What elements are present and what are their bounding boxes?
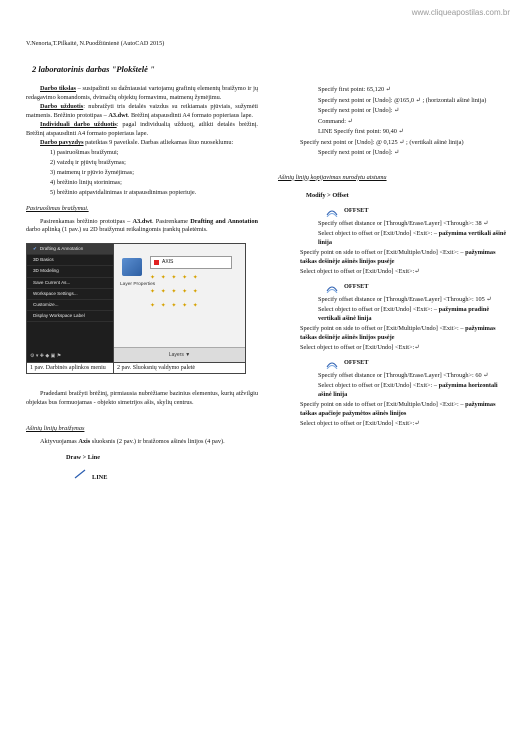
- caption-2: 2 pav. Sluoksnių valdymo paletė: [117, 364, 196, 371]
- paragraph-preparation: Pasirenkamas brėžinio prototipas – A3.dwt. Pasirenkame Drafting and Annotation darbo aplinką (1 pav.) su 2D braižymui reikalingomis įrankių paletėmis.: [26, 217, 259, 234]
- command-line: Select object to offset or [Exit/Undo] <Exit>: – pažymima pradinė vertikali ašinė linija: [318, 306, 490, 322]
- menu-item-3d-modeling[interactable]: 3D Modeling: [27, 266, 113, 277]
- list-item: 5) brėžinio apipavidalinimas ir atspausdinimas popieriuje.: [50, 188, 197, 196]
- paragraph-individual: Individuali darbo užduotis: pagal individualią užduotį, atlikti detalės brėžinį. Brėžinį atspausdinti A4 formato popieriaus lape.: [26, 121, 258, 137]
- list-item: 4) brėžinio linijų storinimas;: [50, 178, 122, 186]
- figure-screenshots: [26, 243, 246, 363]
- command-line: Specify point on side to offset or [Exit/Multiple/Undo] <Exit>: – pažymimas taškas apačioje pažymėtos ašinės linijos: [300, 401, 496, 417]
- paragraph-goal: Darbo tikslas – susipažinti su dažniausiai vartojamų grafinių elementų braižymo ir jų redagavimo komandomis, dvimačių objektų formavimu, matmenų žymėjimu.: [26, 85, 258, 101]
- offset-heading-1: OFFSET: [326, 207, 508, 217]
- command-line: LINE Specify first point: 90,40 ↵: [318, 128, 404, 135]
- command-line: Specify next point or [Undo]: ↵: [318, 107, 400, 114]
- line-icon: [74, 469, 86, 479]
- workspace-menu: [27, 244, 113, 362]
- offset-heading-3: OFFSET: [326, 359, 508, 369]
- layer-properties-icon[interactable]: [122, 258, 142, 276]
- list-item: 3) matmenų ir pjūvio žymėjimas;: [50, 168, 134, 176]
- list-item: 1) pasiruošimas braižymui;: [50, 148, 119, 156]
- offset-heading-2: OFFSET: [326, 283, 508, 293]
- paragraph-axis: Aktyvuojamas Axis sluoksnis (2 pav.) ir braižomos ašinės linijos (4 pav).: [40, 437, 225, 445]
- paragraph-task: Darbo užduotis: nubraižyti tris detalės vaizdus su reikiamais pjūviais, sužymėti matmenis. Brėžinio prototipas – A3.dwt. Brėžinį atspausdinti A4 formato popieriaus lape.: [26, 103, 258, 119]
- command-line: Select object to offset or [Exit/Undo] <Exit>:↵: [300, 344, 420, 351]
- page-title: 2 laboratorinis darbas "Plokštelė ": [32, 64, 155, 74]
- paragraph-after-figure: Pradedami braižyti brėžinį, pirmiausia nubrėžiame bazinius elementus, kurių atžvilgiu objektas bus formuojamas - objekto simetrijos ašis, skylių centrus.: [26, 390, 258, 406]
- check-icon: ✔: [33, 245, 37, 251]
- command-line: Select object to offset or [Exit/Undo] <Exit>: – pažymima horizontali ašinė linija: [318, 382, 498, 398]
- section-heading-axis: Ašinių linijų braižymas: [26, 425, 85, 433]
- command-line: Command: ↵: [318, 117, 353, 125]
- watermark: www.cliqueapostilas.com.br: [411, 8, 510, 17]
- section-heading-offset: Ašinių linijų kopijavimas nurodytu atstumu: [278, 173, 387, 181]
- menu-item-3d-basics[interactable]: 3D Basics: [27, 255, 113, 266]
- draw-line-menu: [66, 454, 258, 482]
- figure-captions: [26, 363, 246, 374]
- modify-offset-path: Modify > Offset: [306, 192, 349, 199]
- steps-list: [50, 149, 258, 198]
- page-header: V.Nenorta,T.Pilkaitė, N.Puodžiūnienė (AutoCAD 2015): [26, 40, 165, 47]
- menu-item-display-label[interactable]: Display Workspace Label: [27, 311, 113, 322]
- color-swatch: [154, 260, 159, 265]
- right-column: [278, 86, 508, 431]
- paragraph-example: Darbo pavyzdys pateiktas 9 paveiksle. Darbas atliekamas šiuo nuoseklumu:: [40, 139, 234, 147]
- menu-item-workspace-settings[interactable]: Workspace Settings...: [27, 289, 113, 300]
- layer-tool-icons[interactable]: ✦ ✦ ✦ ✦ ✦: [150, 274, 200, 281]
- command-line: Specify first point: 65,120 ↵: [318, 86, 391, 93]
- section-heading-preparation: Pasiruošimas braižymui.: [26, 205, 89, 213]
- command-line: Specify offset distance or [Through/Erase/Layer] <Through>: 105 ↵: [318, 295, 492, 303]
- offset-icon: [326, 283, 338, 293]
- menu-item-drafting[interactable]: ✔ Drafting & Annotation: [27, 244, 113, 255]
- left-column: [26, 64, 258, 482]
- menu-item-customize[interactable]: Customize...: [27, 300, 113, 311]
- command-line: Select object to offset or [Exit/Undo] <Exit>: – pažymima vertikali ašinė linija: [318, 230, 507, 246]
- layer-tool-icons[interactable]: ✦ ✦ ✦ ✦ ✦: [150, 288, 200, 295]
- command-line: Specify next point or [Undo]: @ 0,125 ↵ ; (vertikali ašinė linija): [300, 138, 464, 146]
- layer-palette: [113, 244, 245, 362]
- caption-1: 1 pav. Darbinės aplinkos meniu: [27, 363, 114, 373]
- command-line: Specify offset distance or [Through/Erase/Layer] <Through>: 38 ↵: [318, 219, 489, 227]
- line-command: LINE: [74, 469, 258, 483]
- command-line: Specify next point or [Undo]: ↵: [318, 149, 400, 156]
- draw-line-path: Draw > Line: [66, 454, 101, 462]
- offset-icon: [326, 359, 338, 369]
- command-line: Specify next point or [Undo]: @165,0 ↵ ; (horizontali ašinė linija): [318, 96, 487, 104]
- layers-panel-bar[interactable]: Layers ▼: [114, 347, 245, 362]
- status-icons: ⚙ ▾ ✚ ◆ ▣ ⚑: [30, 353, 62, 360]
- layer-combo[interactable]: AXIS: [150, 256, 232, 269]
- list-item: 2) vaizdų ir pjūvių braižymas;: [50, 158, 126, 166]
- layer-tool-icons[interactable]: ✦ ✦ ✦ ✦ ✦: [150, 302, 200, 309]
- command-line: Select object to offset or [Exit/Undo] <Exit>:↵: [300, 268, 420, 275]
- command-line: Specify point on side to offset or [Exit/Multiple/Undo] <Exit>: – pažymimas taškas dešinėje ašinės linijos pusėje: [300, 249, 496, 265]
- offset-icon: [326, 207, 338, 217]
- menu-item-save-current[interactable]: Save Current As...: [27, 278, 113, 289]
- command-line: Specify offset distance or [Through/Erase/Layer] <Through>: 60 ↵: [318, 371, 489, 379]
- layer-properties-label: Layer Properties: [120, 281, 156, 287]
- command-line: Select object to offset or [Exit/Undo] <Exit>:↵: [300, 420, 420, 427]
- command-line: Specify point on side to offset or [Exit/Multiple/Undo] <Exit>: – pažymimas taškas dešinėje ašinės linijos pusėje: [300, 325, 496, 341]
